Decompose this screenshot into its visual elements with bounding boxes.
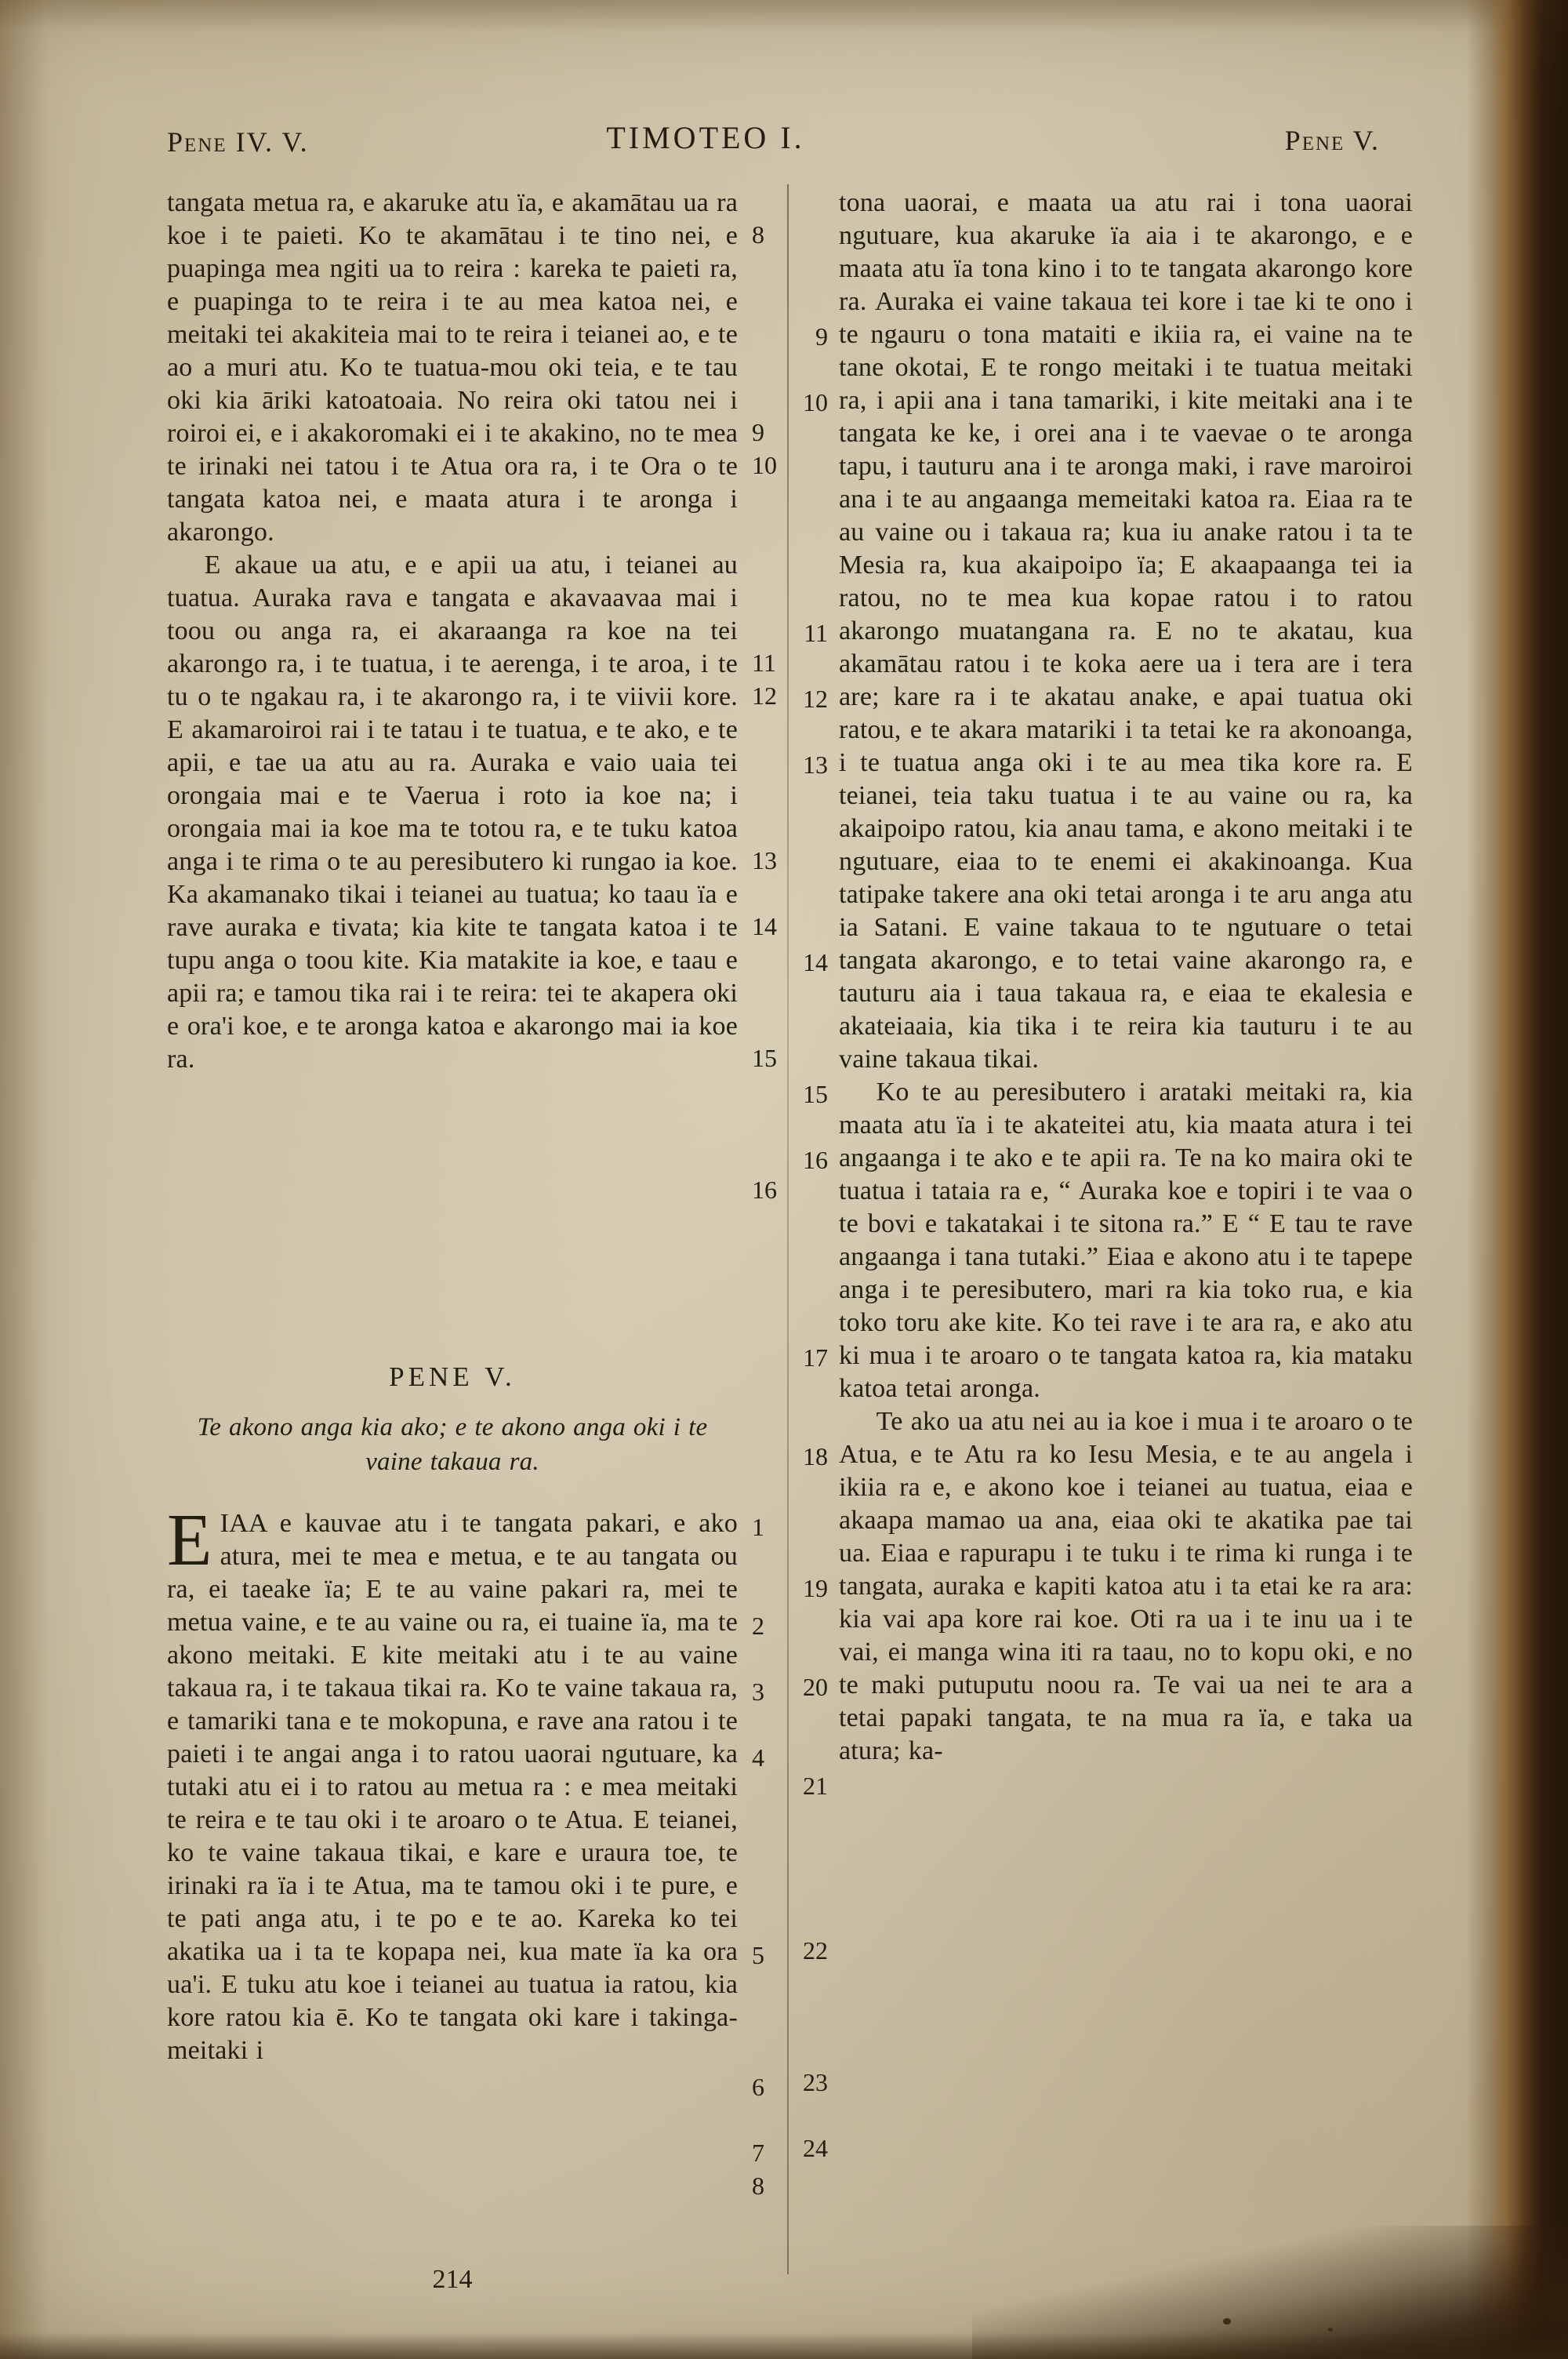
verse-number: 9 xyxy=(752,418,764,446)
verse-paragraph: Te ako ua atu nei au ia koe i mua i te aroaro o te Atua, e te Atu ra ko Iesu Mesia, e te au angela i ikiia ra e, e akono koe i teianei au tuatua, eiaa e akaapa mamao ua ana, eiaa oki te akatika pae tai ua. Eiaa e rapurapu i te tuku i te rima ki runga i te tangata, auraka e kapiti katoa atu i ta etai ke ra ara: kia vai apa kore rai koe. Oti ra ua i te inu ua i te vai, ei manga wina iti ra taau, no to kopu oki, e no te maki putuputu noou ra. Te vai ua nei te ara a tetai papaki tangata, te na mua ra ïa, e taka ua atura; ka- xyxy=(839,1407,1413,1765)
page-edge-shadow-left xyxy=(0,0,47,2359)
verse-number: 3 xyxy=(752,1677,764,1706)
verse-number: 14 xyxy=(752,912,777,940)
verse-number: 4 xyxy=(752,1743,764,1772)
verse-paragraph: tona uaorai, e maata ua atu rai i tona uaorai ngutuare, kua akaruke ïa aia i te akarongo, e e maata atu ïa tona kino i to te tangata akarongo kore ra. Auraka ei vaine takaua tei kore i tae ki te ono i te ngauru o tona mataiti e ikiia ra, ei vaine na te tane okotai, E te rongo meitaki i te tuatua meitaki ra, i apii ana i tana tamariki, i kite meitaki ana i te tangata ke ke, i orei ana i te vaevae o te aronga tapu, i tauturu ana i te aronga maki, i rave maroiroi ana i te au angaanga memeitaki katoa ra. Eiaa ra te au vaine ou i takaua ra; kua iu anake ratou i ta te Mesia ra, kua akaipoipo ïa; E akaapaanga tei ia ratou, no te mea kua kopae ratou i to ratou akarongo muatangana ra. E no te akatau, kua akamātau ratou i te koka aere ua i tera are i tera are; kare ra i te akatau anake, e apai tuatua oki ratou, e te akara matariki i ta tetai ke ra akonoanga, i te tuatua anga oki i te au mea tika kore ra. E teianei, teia taku tuatua i te au vaine ou ra, ka akaipoipo ratou, kia anau tama, e akono meitaki i te ngutuare, eiaa to te enemi ei akakinoanga. Kua tatipake takere ana oki tetai aronga i te aru anga atu ia Satani. E vaine takaua to te ngutuare o tetai tangata akarongo, e to tetai vaine akarongo ra, e tauturu aia i taua takaua ra, e eiaa te ekalesia e akateiaaia, kia tika i te reira kia tauturu i te au vaine takaua tikai. xyxy=(839,188,1413,1074)
verse-text: IAA e kauvae atu i te tangata pakari, e ako atura, mei te mea e metua, e te au tangata ou ra, ei taeake ïa; E te au vaine pakari ra, mei te metua vaine, e te au vaine ou ra, ei tuaine ïa, ma te akono meitaki. E kite meitaki atu i te au vaine takaua ra, i te takaua tikai ra. Ko te vaine takaua ra, e tamariki tana e te mokopuna, e rave ana ratou i te paieti i te angai anga i to ratou uaorai ngutuare, ka tutaki atu ei i to ratou au metua ra : e mea meitaki te reira e te tau oki i te aroaro o te Atua. E teianei, ko te vaine takaua tikai, e kare e uraura toe, te irinaki ra ïa i te Atua, ma te tamou oki i te pure, e te pati anga atu, i te po e te ao. Kareka ko tei akatika ua i ta te kopapa nei, kua mate ïa ka ora ua'i. E tuku atu koe i teianei au tuatua ia ratou, kia kore ratou kia ē. Ko te tangata oki kare i takinga-meitaki i xyxy=(167,1509,738,2065)
verse-number: 6 xyxy=(752,2073,764,2101)
book-fore-edge xyxy=(1466,0,1568,2359)
verse-number: 18 xyxy=(803,1442,828,1470)
chapter-heading: PENE V. xyxy=(389,1361,516,1392)
page-edge-shadow-top xyxy=(0,0,1568,31)
verse-number: 5 xyxy=(752,1941,764,1969)
verse-number: 8 xyxy=(752,2172,764,2200)
running-head-right: Pene V. xyxy=(1284,125,1380,156)
verse-number: 2 xyxy=(752,1612,764,1640)
verse-number: 15 xyxy=(752,1044,777,1072)
verse-number: 19 xyxy=(803,1574,828,1602)
verse-number: 9 xyxy=(815,322,828,351)
verse-paragraph: Ko te au peresibutero i arataki meitaki ra, kia maata atu ïa i te akateitei atu, kia maata atura i tei angaanga i te ako e te apii ra. Te na ko maira oki te tuatua i tataia ra e, “ Auraka koe e topiri i te vaa o te bovi e takatakai i te sitona ra.” E “ E tau te rave angaanga i tana tutaki.” Eiaa e akono atu i te tapepe anga i te peresibutero, mari ra kia toko rua, e kia toko toru ake kite. Ko tei rave i te ara ra, e ako atu ki mua i te aroaro o te tangata katoa ra, kia mataku katoa tetai aronga. xyxy=(839,1078,1413,1403)
verse-paragraph: E akaue ua atu, e e apii ua atu, i teianei au tuatua. Auraka rava e tangata e akavaavaa mai i toou ou anga ra, ei akaraanga ra koe na tei akarongo ra, i te tuatua, i te aerenga, i te aroa, i te tu o te ngakau ra, i te akarongo ra, i te viivii kore. E akamaroiroi rai i te tatau i te tuatua, e te ako, e te apii, e tae ua atu au ra. Auraka e vaio uaia tei orongaia mai e te Vaerua i roto ia koe na; i orongaia mai ia koe ma te totou ra, e te tuku katoa anga i te rima o te au peresibutero ki rungao ia koe. Ka akamanako tikai i teianei au tuatua; ko taau ïa e rave auraka e tivata; kia kite te tangata katoa i te tupu anga o toou kite. Kia matakite ia koe, e taau e apii ra; e tamou tika rai i te reira: tei te akapera oki e ora'i koe, e te aronga katoa e akarongo mai ia koe ra. xyxy=(167,551,738,1074)
verse-number: 11 xyxy=(804,619,828,647)
verse-number: 20 xyxy=(803,1673,828,1701)
verse-number: 22 xyxy=(803,1936,828,1965)
left-text-column xyxy=(167,187,777,2288)
running-head-title: TIMOTEO I. xyxy=(606,120,805,155)
verse-number: 24 xyxy=(803,2134,828,2162)
chapter-summary: Te akono anga kia ako; e te akono anga oki i te vaine takaua ra. xyxy=(197,1413,708,1476)
verse-number: 15 xyxy=(803,1080,828,1108)
verse-number: 10 xyxy=(752,451,777,479)
verse-number: 13 xyxy=(752,846,777,874)
verse-paragraph xyxy=(167,1499,738,2067)
verse-number: 7 xyxy=(752,2139,764,2167)
verse-number: 12 xyxy=(803,685,828,713)
page-edge-shadow-bottom xyxy=(0,2332,1568,2359)
verse-number: 12 xyxy=(752,682,777,710)
verse-number: 11 xyxy=(752,649,776,677)
verse-paragraph: tangata metua ra, e akaruke atu ïa, e akamātau ua ra koe i te paieti. Ko te akamātau i te tino nei, e puapinga mea ngiti ua to reira : kareka te paieti ra, e puapinga to te reira i te au mea katoa nei, e meitaki tei akakiteia mai to te reira i teianei ao, e te ao a muri atu. Ko te tuatua-mou oki teia, e te tau oki kia āriki katoatoaia. No reira oki tatou nei i roiroi ei, e i akakoromaki ei i te akakino, no te mea te irinaki nei tatou i te Atua ora ra, i te Ora o te tangata katoa nei, e maata atura i te aronga i akarongo. xyxy=(167,188,738,547)
verse-number: 10 xyxy=(803,388,828,416)
verse-number: 13 xyxy=(803,751,828,779)
running-head-left: Pene IV. V. xyxy=(167,126,309,158)
verse-number: 16 xyxy=(803,1146,828,1174)
verse-number: 21 xyxy=(803,1772,828,1800)
drop-cap-initial: E xyxy=(167,1499,212,1581)
verse-number: 1 xyxy=(752,1513,764,1541)
verse-number: 14 xyxy=(803,948,828,976)
verse-number: 8 xyxy=(752,220,764,249)
verse-number: 17 xyxy=(803,1343,828,1372)
right-text-column xyxy=(803,187,1413,2288)
page-number: 214 xyxy=(432,2265,473,2294)
verse-number: 16 xyxy=(752,1176,777,1204)
verse-number: 23 xyxy=(803,2068,828,2096)
